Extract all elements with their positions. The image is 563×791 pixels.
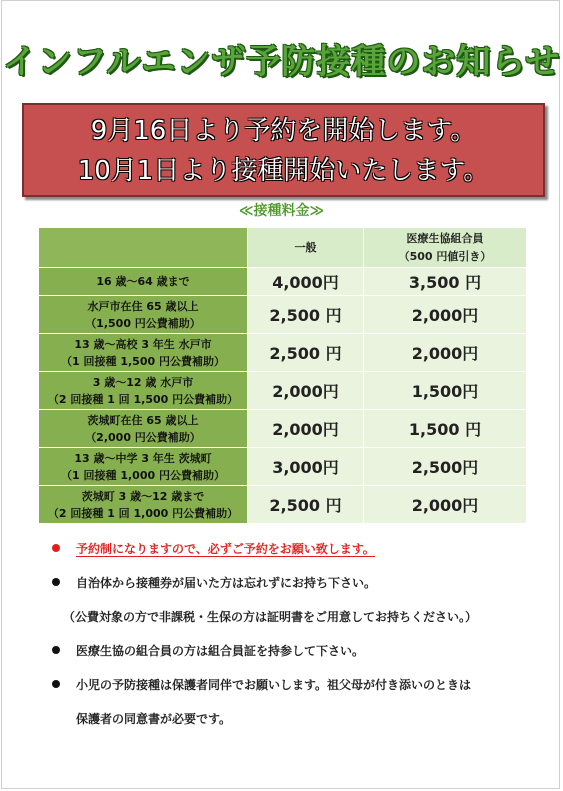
fee-table xyxy=(38,227,527,524)
bullet-icon xyxy=(52,578,60,586)
bullet-icon xyxy=(52,680,60,688)
category-cell xyxy=(39,296,248,334)
header-member-label: 医療生協組合員 xyxy=(406,231,484,245)
note-children-sub: 保護者の同意書が必要です。 xyxy=(76,712,232,726)
table-row xyxy=(39,410,527,448)
price-general: 4,000円 xyxy=(248,268,364,296)
header-member-discount: （500 円値引き） xyxy=(398,249,492,263)
table-row xyxy=(39,296,527,334)
announcement-banner xyxy=(22,103,545,197)
note-children xyxy=(52,676,532,693)
price-member: 3,500 円 xyxy=(364,268,527,296)
banner-line-vaccination: 10月1日より接種開始いたします。 xyxy=(77,156,490,186)
price-member: 2,000円 xyxy=(364,296,527,334)
fee-heading: ≪接種料金≫ xyxy=(238,203,325,219)
table-row xyxy=(39,448,527,486)
bullet-icon xyxy=(52,646,60,654)
table-row xyxy=(39,268,527,296)
category-subsidy: （1 回接種 1,500 円公費補助） xyxy=(61,354,225,368)
table-row xyxy=(39,372,527,410)
banner-line-reservation: 9月16日より予約を開始します。 xyxy=(90,116,477,146)
category-subsidy: （2 回接種 1 回 1,000 円公費補助） xyxy=(47,506,239,520)
price-member: 2,000円 xyxy=(364,334,527,372)
category-subsidy: （2,000 円公費補助） xyxy=(85,430,201,444)
category-line: 16 歳～64 歳まで xyxy=(96,275,190,288)
price-member: 1,500 円 xyxy=(364,410,527,448)
category-line: 水戸市在住 65 歳以上 xyxy=(87,299,199,313)
header-member xyxy=(364,228,527,268)
note-reservation xyxy=(52,540,532,557)
category-cell xyxy=(39,334,248,372)
price-general: 2,000円 xyxy=(248,372,364,410)
category-subsidy: （2 回接種 1 回 1,500 円公費補助） xyxy=(47,392,239,406)
category-line: 13 歳～中学 3 年生 茨城町 xyxy=(74,451,212,465)
table-header-row xyxy=(39,228,527,268)
note-ticket xyxy=(52,574,532,591)
notes-list xyxy=(52,540,532,727)
price-general: 2,500 円 xyxy=(248,334,364,372)
category-cell xyxy=(39,486,248,524)
note-ticket-sub: （公費対象の方で非課税・生保の方は証明書をご用意してお持ちください。） xyxy=(63,610,478,624)
price-member: 2,500円 xyxy=(364,448,527,486)
price-general: 2,500 円 xyxy=(248,296,364,334)
category-cell xyxy=(39,410,248,448)
header-general: 一般 xyxy=(248,228,364,268)
category-subsidy: （1,500 円公費補助） xyxy=(85,316,201,330)
note-reservation-text: 予約制になりますので、必ずご予約をお願い致します。 xyxy=(76,542,375,556)
category-line: 13 歳～高校 3 年生 水戸市 xyxy=(74,337,212,351)
table-row xyxy=(39,334,527,372)
price-member: 1,500円 xyxy=(364,372,527,410)
note-children-text: 小児の予防接種は保護者同伴でお願いします。祖父母が付き添いのときは xyxy=(76,678,472,692)
category-line: 茨城町 3 歳～12 歳まで xyxy=(81,489,205,503)
category-cell xyxy=(39,268,248,296)
category-cell xyxy=(39,448,248,486)
price-general: 3,000円 xyxy=(248,448,364,486)
page-title: インフルエンザ予防接種のお知らせ xyxy=(2,42,561,82)
category-line: 3 歳～12 歳 水戸市 xyxy=(92,375,194,389)
note-member-card xyxy=(52,642,532,659)
category-cell xyxy=(39,372,248,410)
header-blank-cell xyxy=(39,228,248,268)
price-general: 2,000円 xyxy=(248,410,364,448)
table-row xyxy=(39,486,527,524)
price-general: 2,500 円 xyxy=(248,486,364,524)
note-ticket-text: 自治体から接種券が届いた方は忘れずにお持ち下さい。 xyxy=(76,576,377,590)
price-member: 2,000円 xyxy=(364,486,527,524)
note-member-card-text: 医療生協の組合員の方は組合員証を持参して下さい。 xyxy=(76,644,365,658)
red-bullet-icon xyxy=(52,544,60,552)
category-line: 茨城町在住 65 歳以上 xyxy=(87,413,199,427)
category-subsidy: （1 回接種 1,000 円公費補助） xyxy=(61,468,225,482)
